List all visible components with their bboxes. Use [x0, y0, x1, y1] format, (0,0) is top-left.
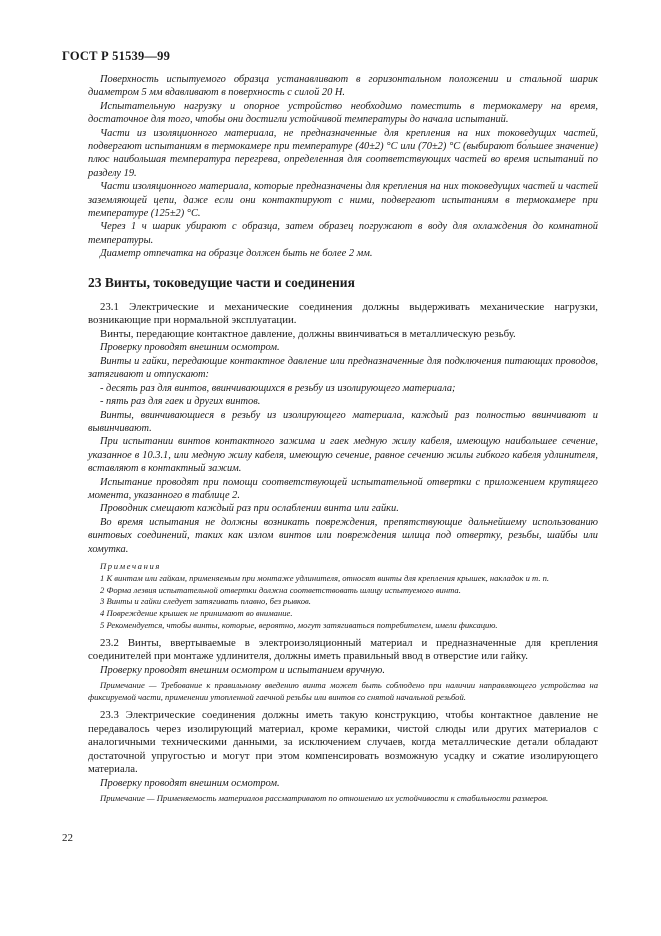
paragraph-cooling: Через 1 ч шарик убирают с образца, затем образец погружают в воду для охлаждения до комнатной температуры. — [88, 221, 598, 246]
paragraph-imprint-diameter: Диаметр отпечатка на образце должен быть не более 2 мм. — [100, 248, 373, 260]
clause-23-1-screws-thread: Винты, передающие контактное давление, должны ввинчиваться в металлическую резьбу. — [100, 327, 516, 340]
paragraph-terminal-test: При испытании винтов контактного зажима и гаек медную жилу кабеля, имеющую наибольшее сечение, указанное в 10.3.1, или медную жилу кабеля, имеющую сечение, равное сечению жилы гибкого кабеля удлинителя, вставляют в контактный зажим. — [88, 436, 598, 475]
note-screw-entry: Примечание — Требование к правильному введению винта может быть соблюдено при наличии направляющего устройства на фиксируемой части, применении утопленной гаечной резьбы или винтов со снятой начальной резьбой. — [88, 680, 598, 703]
paragraph-insulating-parts-temp: Части из изоляционного материала, не предназначенные для крепления на них токоведущих частей, подвергают испытаниям в термокамере при температуре (40±2) °С или (70±2) °С (выбирают бо́льшее значение) плюс наибольшая температура перегрева, определенная для соответствующих частей во время испытаний по разделу 19. — [88, 127, 598, 179]
clause-23-3: 23.3 Электрические соединения должны иметь такую конструкцию, чтобы контактное давление не передавалось через изолирующий материал, кроме керамики, чистой слюды или других материалов с аналогичными техническими данными, за исключением случаев, когда металлические детали обладают достаточной упругостью и могут при этом компенсировать возможную усадку и сжатие изолирующего материала. — [88, 708, 598, 776]
paragraph-heat-chamber: Испытательную нагрузку и опорное устройство необходимо поместить в термокамеру на время, достаточное для того, чтобы они достигли устойчивой температуры до начала испытаний. — [88, 100, 598, 126]
page-number: 22 — [62, 832, 73, 844]
paragraph-no-damage: Во время испытания не должны возникать повреждения, препятствующие дальнейшему использованию винтовых соединений, таких как излом винтов или повреждения шлица под отвертку, резьбы, шайбы или хомутка. — [88, 516, 598, 555]
note-item-5: 5 Рекомендуется, чтобы винты, которые, вероятно, могут затягиваться потребителем, имели фиксацию. — [100, 619, 498, 630]
check-visual-2: Проверку проводят внешним осмотром. — [100, 777, 280, 789]
page-content — [88, 73, 598, 805]
paragraph-tighten-release: Винты и гайки, передающие контактное давление или предназначенные для подключения питающих проводов, затягивают и отпускают: — [88, 355, 598, 381]
paragraph-ball-test-setup: Поверхность испытуемого образца устанавливают в горизонтальном положении и стальной шарик диаметром 5 мм вдавливают в поверхность с силой 20 Н. — [88, 74, 598, 99]
list-item-ten-times: - десять раз для винтов, ввинчивающихся в резьбу из изолирующего материала; — [100, 382, 456, 394]
check-visual: Проверку проводят внешним осмотром. — [100, 342, 280, 354]
paragraph-full-screw-in: Винты, ввинчивающиеся в резьбу из изолирующего материала, каждый раз полностью ввинчивают и вывинчивают. — [88, 409, 598, 434]
clause-23-2: 23.2 Винты, ввертываемые в электроизоляционный материал и предназначенные для крепления соединителей при монтаже удлинителя, должны иметь правильный ввод в отверстие или гайку. — [88, 636, 598, 663]
note-item-1: 1 К винтам или гайкам, применяемым при монтаже удлинителя, относят винты для крепления крышек, накладок и т. п. — [100, 572, 550, 583]
paragraph-conductor-shift: Проводник смещают каждый раз при ослаблении винта или гайки. — [100, 503, 399, 515]
note-item-3: 3 Винты и гайки следует затягивать плавно, без рывков. — [100, 596, 311, 607]
note-item-4: 4 Повреждение крышек не принимают во внимание. — [100, 608, 293, 619]
paragraph-current-carrying-parts-temp: Части изоляционного материала, которые предназначены для крепления на них токоведущих частей и частей заземляющей цепи, даже если они контактируют с ними, подвергают испытаниям в термокамере при температуре (125±2) °С. — [88, 181, 598, 220]
paragraph-screwdriver-torque: Испытание проводят при помощи соответствующей испытательной отвертки с приложением крутящего момента, указанного в таблице 2. — [88, 476, 598, 501]
list-item-five-times: - пять раз для гаек и других винтов. — [100, 396, 261, 408]
notes-heading: Примечания — [100, 560, 161, 571]
section-title: 23 Винты, токоведущие части и соединения — [88, 274, 355, 290]
document-code-header: ГОСТ Р 51539—99 — [62, 49, 171, 63]
clause-23-1: 23.1 Электрические и механические соединения должны выдерживать механические нагрузки, возникающие при нормальной эксплуатации. — [88, 300, 598, 327]
note-item-2: 2 Форма лезвия испытательной отвертки должна соответствовать шлицу испытуемого винта. — [100, 584, 461, 595]
check-visual-manual: Проверку проводят внешним осмотром и испытанием вручную. — [100, 664, 385, 676]
note-material-stability: Примечание — Применяемость материалов рассматривают по отношению их устойчивости к стабильности размеров. — [100, 793, 549, 804]
